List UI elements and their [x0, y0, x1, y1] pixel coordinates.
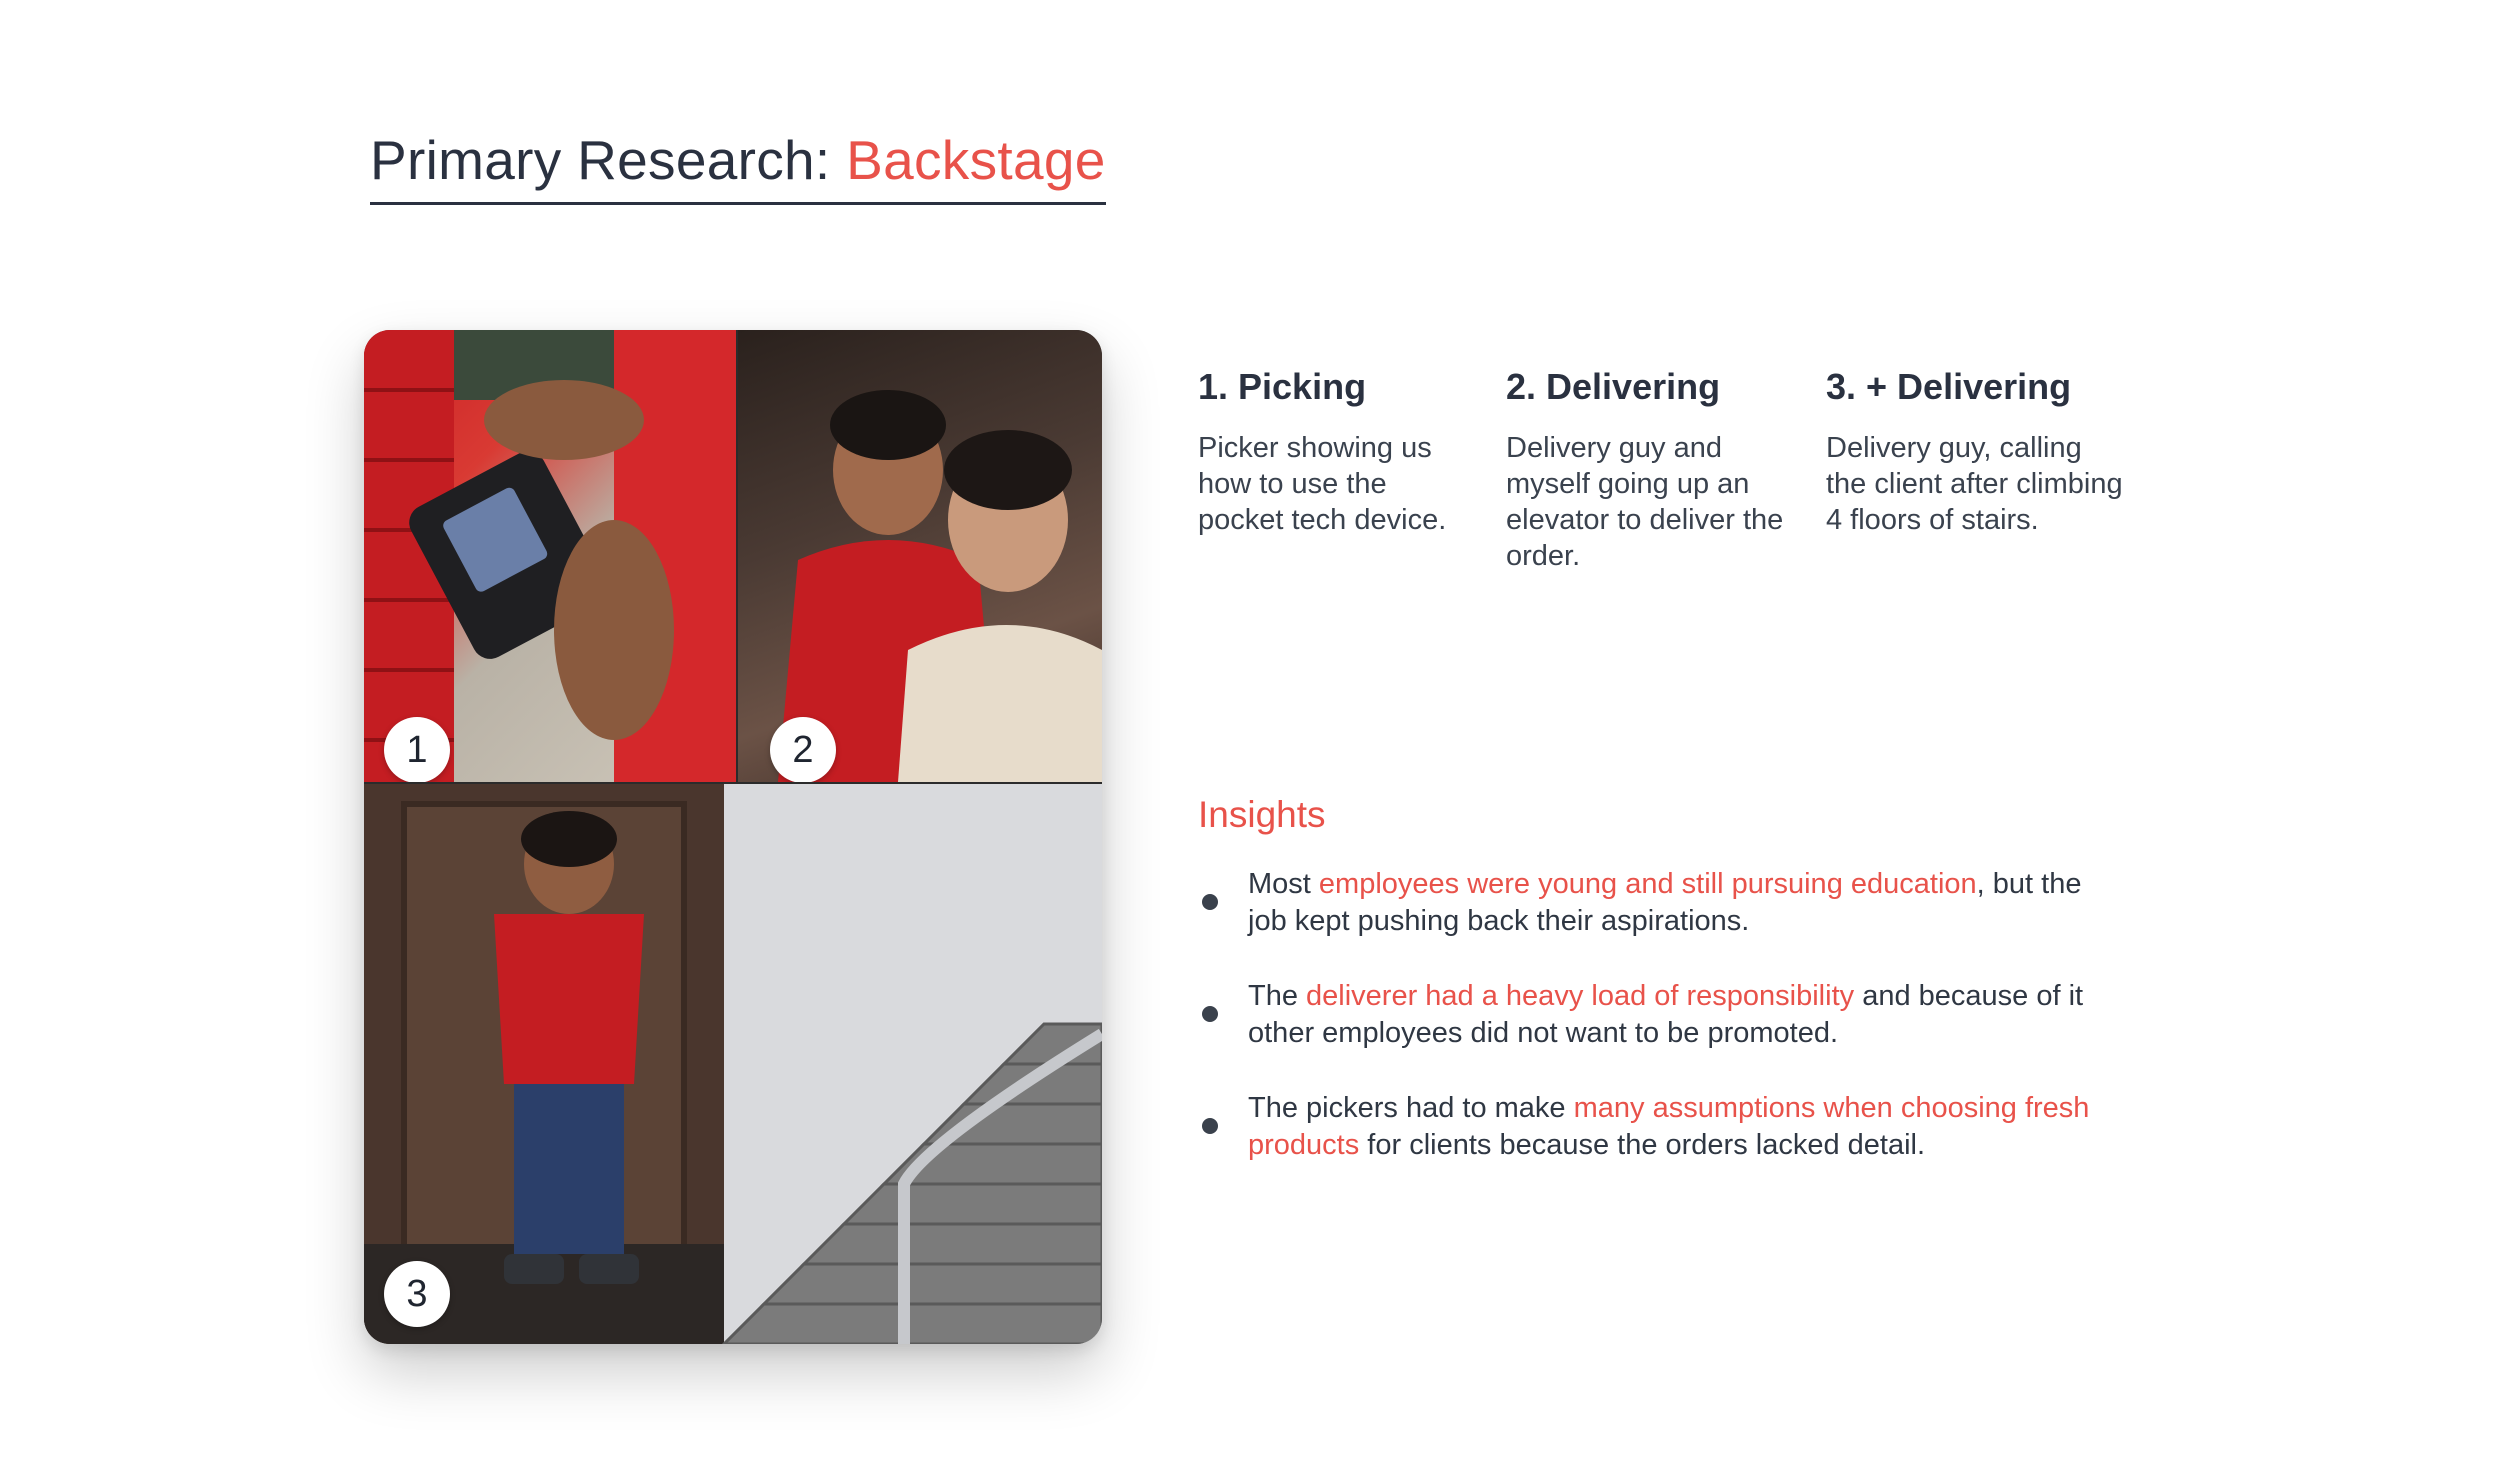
step-description: Delivery guy, calling the client after climbing 4 floors of stairs.	[1826, 432, 2123, 536]
step-description: Picker showing us how to use the pocket tech device.	[1198, 432, 1447, 536]
insights-list	[1198, 866, 2098, 1202]
insight-item	[1198, 1090, 2098, 1164]
step-title: 2. Delivering	[1506, 366, 1721, 407]
insight-item	[1198, 866, 2098, 940]
insight-item	[1198, 978, 2098, 1052]
insight-highlight: employees were young and still pursuing education	[1318, 868, 1977, 900]
step-title: 1. Picking	[1198, 366, 1367, 407]
photo-badge-3: 3	[384, 1261, 450, 1327]
title-accent: Backstage	[846, 129, 1106, 191]
insight-text-post: and because of it other employees did not want to be promoted.	[1248, 980, 2084, 1049]
picking-illustration	[364, 330, 736, 782]
insight-highlight: deliverer had a heavy load of responsibility	[1306, 980, 1855, 1012]
title-prefix: Primary Research:	[370, 129, 831, 191]
insight-text-pre: The	[1248, 980, 1307, 1012]
bullet-icon	[1202, 1118, 1218, 1134]
photo-delivering-elevator	[738, 330, 1102, 782]
insight-highlight: many assumptions when choosing fresh products	[1248, 1092, 2090, 1161]
step-description: Delivery guy and myself going up an elevator to deliver the order.	[1506, 432, 1784, 572]
photo-collage	[364, 330, 1102, 1344]
step-picking	[1198, 366, 1468, 538]
photo-delivering-stairs	[364, 784, 1102, 1344]
insight-text-pre: The pickers had to make	[1248, 1092, 1574, 1124]
photo-badge-2: 2	[770, 717, 836, 782]
step-title: 3. + Delivering	[1826, 366, 2072, 407]
step-plus-delivering	[1826, 366, 2126, 538]
bullet-icon	[1202, 894, 1218, 910]
insight-text-pre: Most	[1248, 868, 1319, 900]
page-title	[370, 128, 1106, 205]
photo-picking	[364, 330, 736, 782]
elevator-illustration	[738, 330, 1102, 782]
insight-text-post: , but the job kept pushing back their aspirations.	[1248, 868, 2082, 937]
insight-text-post: for clients because the orders lacked detail.	[1359, 1129, 1926, 1161]
insights-heading: Insights	[1198, 794, 1326, 835]
photo-badge-1: 1	[384, 717, 450, 782]
bullet-icon	[1202, 1006, 1218, 1022]
stairs-illustration	[364, 784, 1102, 1344]
step-delivering	[1506, 366, 1796, 574]
